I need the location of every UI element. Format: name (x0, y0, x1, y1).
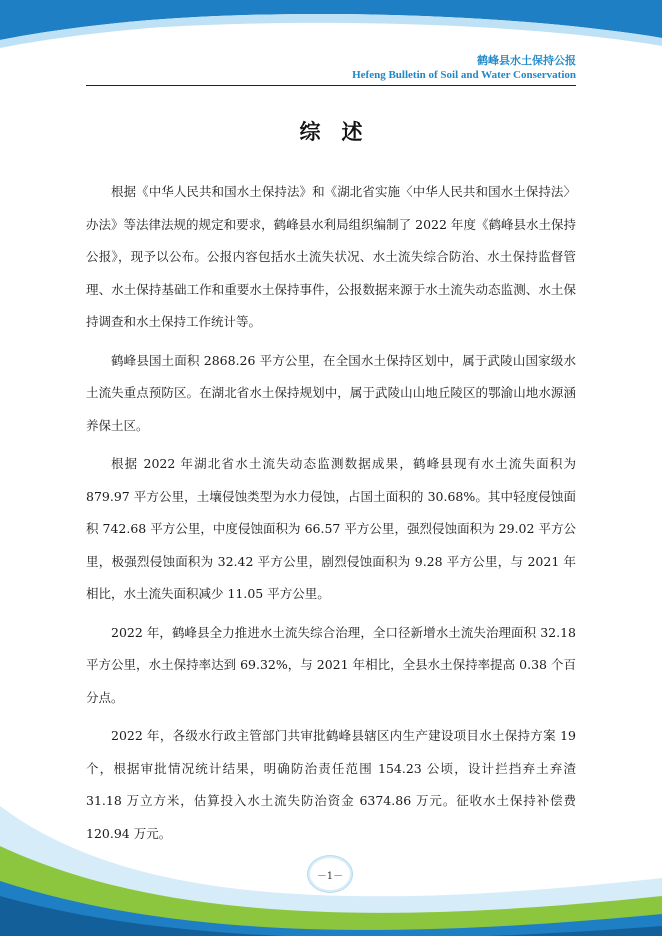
paragraph-area: 鹤峰县国土面积 2868.26 平方公里，在全国水土保持区划中，属于武陵山国家级水土流失重点预防区。在湖北省水土保持规划中，属于武陵山山地丘陵区的鄂渝山地水源涵养保土区。 (86, 352, 576, 433)
paragraph-erosion: 根据 2022 年湖北省水土流失动态监测数据成果，鹤峰县现有水土流失面积为 879.97 平方公里，土壤侵蚀类型为水力侵蚀，占国土面积的 30.68%。其中轻度侵蚀面积 742.68 平方公里，中度侵蚀面积为 66.57 平方公里，强烈侵蚀面积为 29.02 平方公里，极强烈侵蚀面积为 32.42 平方公里，剧烈侵蚀面积为 9.28 平方公里，与 2021 年相比，水土流失面积减少 11.05 平方公里。 (86, 456, 576, 601)
bulletin-title-english: Hefeng Bulletin of Soil and Water Conservation (352, 69, 576, 81)
page-number: －1－ (310, 858, 350, 890)
page-title: 综 述 (299, 120, 363, 144)
header-divider (86, 85, 576, 86)
paragraph-intro: 根据《中华人民共和国水土保持法》和《湖北省实施〈中华人民共和国水土保持法〉办法》等法律法规的规定和要求，鹤峰县水利局组织编制了 2022 年度《鹤峰县水土保持公报》，现予以公布。公报内容包括水土流失状况、水土流失综合防治、水土保持监督管理、水土保持基础工作和重要水土保持事件，公报数据来源于水土流失动态监测、水土保持调查和水土保持工作统计等。 (86, 184, 576, 329)
summary-body (86, 176, 576, 856)
paragraph-treatment: 2022 年，鹤峰县全力推进水土流失综合治理，全口径新增水土流失治理面积 32.18 平方公里，水土保持率达到 69.32%，与 2021 年相比，全县水土保持率提高 0.38 个百分点。 (86, 624, 576, 705)
paragraph-supervision: 2022 年，各级水行政主管部门共审批鹤峰县辖区内生产建设项目水土保持方案 19 个，根据审批情况统计结果，明确防治责任范围 154.23 公顷，设计拦挡弃土弃渣 31.18 万立方米，估算投入水土流失防治资金 6374.86 万元。征收水土保持补偿费 120.94 万元。 (86, 728, 576, 841)
bulletin-title-chinese: 鹤峰县水土保持公报 (477, 54, 576, 67)
